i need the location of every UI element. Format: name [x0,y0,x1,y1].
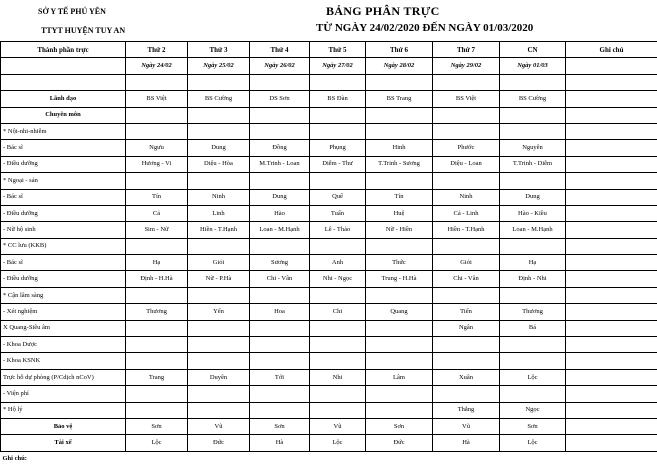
duty-cell [310,402,366,418]
duty-cell [433,173,500,189]
duty-cell: Hương - Vi [126,156,188,172]
duty-cell: Thức [366,255,433,271]
table-cell [566,58,657,74]
date-cell: Ngày 28/02 [366,58,433,74]
duty-cell: Ngân [433,320,500,336]
row-label: X Quang-Siêu âm [1,320,126,336]
duty-cell: Cả - Linh [433,205,500,221]
duty-cell [188,173,250,189]
duty-cell [250,123,310,139]
duty-cell [188,353,250,369]
table-row [1,287,657,303]
note-cell [566,205,657,221]
duty-cell [433,353,500,369]
row-label: - Xét nghiệm [1,304,126,320]
table-row [1,222,657,238]
duty-cell [500,123,566,139]
duty-cell: Đức [188,435,250,451]
duty-cell [126,238,188,254]
duty-cell [250,74,310,90]
note-cell [566,189,657,205]
duty-cell [366,238,433,254]
duty-cell [366,173,433,189]
note-cell [566,173,657,189]
note-cell [566,123,657,139]
duty-cell [500,238,566,254]
duty-cell: T.Trinh - Sương [366,156,433,172]
duty-cell: Anh [310,255,366,271]
row-label: * Hộ lý [1,402,126,418]
duty-roster-table [0,41,657,467]
duty-cell: Ninh [433,189,500,205]
duty-cell: Dung [188,140,250,156]
duty-cell: T.Trinh - Diễm [500,156,566,172]
duty-cell: Sơn [126,418,188,434]
note-cell [566,369,657,385]
date-cell: Ngày 29/02 [433,58,500,74]
duty-cell: Tới [250,369,310,385]
row-label: - Viện phí [1,386,126,402]
column-header-role: Thành phần trực [1,42,126,58]
table-row [1,353,657,369]
duty-cell: Nữ - P.Hà [188,271,250,287]
duty-cell: Diệu - Loan [433,156,500,172]
duty-cell: Sương [250,255,310,271]
duty-cell [188,74,250,90]
duty-cell [366,287,433,303]
duty-cell [310,320,366,336]
duty-cell: Ngưu [126,140,188,156]
duty-cell: Tuấn [310,205,366,221]
duty-cell: Sim - Nữ [126,222,188,238]
note-cell [566,156,657,172]
duty-cell: Dung [500,189,566,205]
duty-cell [188,337,250,353]
date-cell: Ngày 24/02 [126,58,188,74]
table-row [1,74,657,90]
duty-cell [500,287,566,303]
table-row [1,156,657,172]
duty-cell [366,107,433,123]
column-header: Thứ 4 [250,42,310,58]
date-cell: Ngày 26/02 [250,58,310,74]
duty-cell: Vũ [188,418,250,434]
duty-cell [310,353,366,369]
note-cell [566,271,657,287]
note-cell [566,140,657,156]
duty-cell: BS Cường [188,91,250,107]
duty-cell [250,402,310,418]
row-label: Trực hỗ dự phòng (P/Cdịch nCoV) [1,369,126,385]
duty-cell: Tiến [433,304,500,320]
duty-cell [250,107,310,123]
duty-cell: Cả [126,205,188,221]
duty-cell [188,287,250,303]
duty-cell: Hào [250,205,310,221]
row-label: - Bác sĩ [1,189,126,205]
duty-cell [250,386,310,402]
table-row [1,123,657,139]
duty-cell: Chi - Vân [433,271,500,287]
duty-cell: Hà [250,435,310,451]
note-cell [566,222,657,238]
row-label: * Nội-nhi-nhiễm [1,123,126,139]
duty-cell: Thương [500,304,566,320]
column-header: Thứ 2 [126,42,188,58]
duty-cell [250,353,310,369]
duty-cell: Giỏi [433,255,500,271]
duty-cell: Yến [188,304,250,320]
duty-cell [250,337,310,353]
note-cell [566,74,657,90]
duty-cell: Sơn [500,418,566,434]
duty-cell: Quế [310,189,366,205]
duty-cell: Nguyên [500,140,566,156]
table-row [1,189,657,205]
duty-cell: M.Trinh - Loan [250,156,310,172]
duty-cell: Trang [126,369,188,385]
duty-cell [126,74,188,90]
duty-cell [188,320,250,336]
date-cell: Ngày 27/02 [310,58,366,74]
note-cell [566,91,657,107]
duty-cell [433,107,500,123]
duty-cell [500,386,566,402]
duty-cell: BS Việt [433,91,500,107]
table-row [1,255,657,271]
duty-cell [126,337,188,353]
duty-cell [250,287,310,303]
duty-cell: Diễm - Thư [310,156,366,172]
duty-cell [500,107,566,123]
row-label: - Khoa Dược [1,337,126,353]
duty-cell [310,238,366,254]
duty-cell: Tín [126,189,188,205]
duty-cell: Lộc [500,435,566,451]
note-cell [566,353,657,369]
duty-cell: Thương [126,304,188,320]
row-label: - Khoa KSNK [1,353,126,369]
duty-cell: BS Việt [126,91,188,107]
duty-cell: DS Sơn [250,91,310,107]
note-cell [566,255,657,271]
duty-cell [126,402,188,418]
note-cell [566,304,657,320]
duty-cell: Linh [188,205,250,221]
row-label: - Nữ hộ sinh [1,222,126,238]
duty-cell [126,353,188,369]
table-row [1,205,657,221]
duty-cell [366,337,433,353]
duty-cell [126,320,188,336]
table-row [1,140,657,156]
duty-cell: BS Trang [366,91,433,107]
duty-cell [310,107,366,123]
duty-cell [366,74,433,90]
note-cell [566,386,657,402]
duty-cell: Hạ [500,255,566,271]
duty-cell: Đức [366,435,433,451]
note-cell [566,238,657,254]
table-row [1,402,657,418]
row-label: - Điều dưỡng [1,156,126,172]
column-header: CN [500,42,566,58]
duty-cell [433,287,500,303]
duty-cell: Lộc [126,435,188,451]
duty-cell: Nhi [310,369,366,385]
row-label: Lãnh đạo [1,91,126,107]
row-label: Bảo vệ [1,418,126,434]
duty-cell: Loan - M.Hạnh [250,222,310,238]
duty-cell: Đồng [250,140,310,156]
duty-cell: Duyên [188,369,250,385]
row-label: - Điều dưỡng [1,271,126,287]
table-row [1,304,657,320]
duty-cell: Lê - Thảo [310,222,366,238]
duty-cell [433,386,500,402]
duty-cell: Ngọc [500,402,566,418]
table-row [1,173,657,189]
duty-cell: Hoa [250,304,310,320]
duty-cell: Phước [433,140,500,156]
duty-cell [188,238,250,254]
duty-cell: Phụng [310,140,366,156]
duty-cell [366,123,433,139]
table-row [1,337,657,353]
row-label: - Bác sĩ [1,140,126,156]
date-cell: Ngày 25/02 [188,58,250,74]
table-cell [1,58,126,74]
duty-cell: Hạ [126,255,188,271]
duty-cell: Quang [366,304,433,320]
duty-cell: Sơn [366,418,433,434]
duty-cell: BS Cường [500,91,566,107]
duty-cell [500,173,566,189]
column-header: Thứ 6 [366,42,433,58]
duty-cell: Định - Nhi [500,271,566,287]
duty-cell: Lộc [310,435,366,451]
duty-cell [188,402,250,418]
duty-cell: Thắng [433,402,500,418]
column-header: Thứ 5 [310,42,366,58]
duty-cell [366,402,433,418]
duty-cell [433,238,500,254]
duty-cell [500,353,566,369]
duty-cell [310,123,366,139]
duty-cell: BS Đàn [310,91,366,107]
duty-cell [433,337,500,353]
duty-cell: Dung [250,189,310,205]
note-cell [566,402,657,418]
duty-cell [188,107,250,123]
duty-cell: Hiền - T.Hạnh [433,222,500,238]
duty-cell: Chi [310,304,366,320]
duty-cell [250,320,310,336]
duty-cell [126,287,188,303]
row-label: - Bác sĩ [1,255,126,271]
row-label: * Cận lâm sàng [1,287,126,303]
duty-cell [250,173,310,189]
duty-cell [126,386,188,402]
footer-row [1,451,657,467]
duty-cell [500,337,566,353]
row-label [1,74,126,90]
duty-cell [126,107,188,123]
duty-cell: Xuân [433,369,500,385]
table-row [1,386,657,402]
row-label: - Điều dưỡng [1,205,126,221]
dates-row [1,58,657,74]
column-header: Thứ 7 [433,42,500,58]
duty-cell [310,173,366,189]
table-row [1,107,657,123]
duty-cell: Trung - H.Hà [366,271,433,287]
date-cell: Ngày 01/03 [500,58,566,74]
row-label: Tài xế [1,435,126,451]
duty-cell [310,386,366,402]
duty-cell: Hinh [366,140,433,156]
duty-cell [310,74,366,90]
duty-cell [188,123,250,139]
row-label: * CC lưu (KKB) [1,238,126,254]
duty-cell [250,238,310,254]
duty-cell: Vũ [433,418,500,434]
table-row [1,369,657,385]
page-title: BẢNG PHÂN TRỰC [326,4,440,19]
duty-cell: Hiền - T.Hạnh [188,222,250,238]
duty-cell: Nhi - Ngọc [310,271,366,287]
duty-cell [433,74,500,90]
duty-cell: Bá [500,320,566,336]
date-range: TỪ NGÀY 24/02/2020 ĐẾN NGÀY 01/03/2020 [316,22,533,34]
organization-name: SỞ Y TẾ PHÚ YÊN [38,7,106,16]
footer-note: Ghi chú: [1,451,657,467]
duty-cell: Loan - M.Hạnh [500,222,566,238]
duty-cell [366,320,433,336]
duty-cell: Nữ - Hiền [366,222,433,238]
table-row [1,435,657,451]
duty-cell: Giỏi [188,255,250,271]
duty-cell: Lâm [366,369,433,385]
table-row [1,320,657,336]
duty-cell: Định - H.Hà [126,271,188,287]
row-label: * Ngoại - sản [1,173,126,189]
column-header: Thứ 3 [188,42,250,58]
duty-cell: Lộc [500,369,566,385]
duty-cell [433,123,500,139]
department-name: TTYT HUYỆN TUY AN [41,26,125,35]
duty-cell: Huệ [366,205,433,221]
table-row [1,91,657,107]
column-header: Ghi chú [566,42,657,58]
duty-cell: Tín [366,189,433,205]
duty-cell: Diệu - Hòa [188,156,250,172]
duty-cell [126,173,188,189]
duty-cell [366,353,433,369]
table-row [1,271,657,287]
note-cell [566,320,657,336]
duty-cell [500,74,566,90]
note-cell [566,435,657,451]
duty-cell [126,123,188,139]
duty-cell: Hào - Kiều [500,205,566,221]
duty-cell: Sơn [250,418,310,434]
header-row [1,42,657,58]
duty-cell: Hà [433,435,500,451]
note-cell [566,287,657,303]
row-label: Chuyên môn [1,107,126,123]
duty-cell [310,287,366,303]
duty-cell [366,386,433,402]
note-cell [566,107,657,123]
table-row [1,238,657,254]
duty-cell [188,386,250,402]
duty-cell: Vũ [310,418,366,434]
duty-cell: Chi - Vân [250,271,310,287]
duty-cell: Ninh [188,189,250,205]
note-cell [566,337,657,353]
duty-cell [310,337,366,353]
